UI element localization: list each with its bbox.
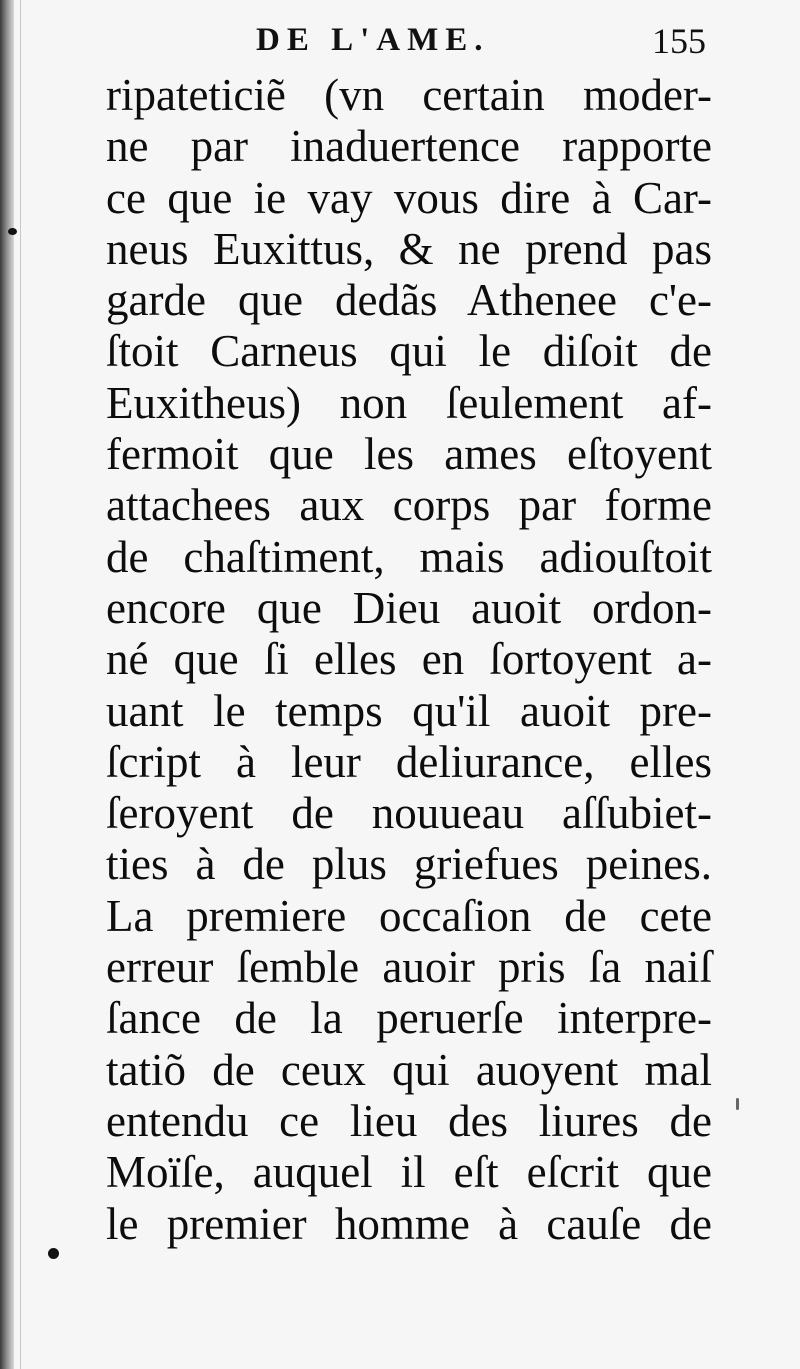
text-line: entendu ce lieu des liures de xyxy=(106,1095,712,1146)
text-line: neus Euxittus, & ne prend pas xyxy=(106,223,712,274)
text-line: ſeroyent de nouueau aſſubiet- xyxy=(106,788,712,839)
text-line: le premier homme à cauſe de xyxy=(106,1198,712,1249)
text-line: garde que dedãs Athenee c'e- xyxy=(106,275,712,326)
text-line: ce que ie vay vous dire à Car- xyxy=(106,172,712,223)
text-line: de chaſtiment, mais adiouſtoit xyxy=(106,531,712,582)
text-line: uant le temps qu'il auoit pre- xyxy=(106,685,712,736)
text-line: ſance de la peruerſe interpre- xyxy=(106,993,712,1044)
text-line: fermoit que les ames eſtoyent xyxy=(106,429,712,480)
text-line: né que ſi elles en ſortoyent a- xyxy=(106,634,712,685)
ink-speck xyxy=(736,1098,739,1110)
text-line: ſtoit Carneus qui le diſoit de xyxy=(106,326,712,377)
text-line: ſcript à leur deliurance, elles xyxy=(106,736,712,787)
text-line: encore que Dieu auoit ordon- xyxy=(106,582,712,633)
ink-speck xyxy=(8,228,17,235)
running-head xyxy=(108,18,706,68)
text-line: ripateticiẽ (vn certain moder- xyxy=(106,70,712,120)
binding-gutter xyxy=(0,0,14,1369)
text-line: attachees aux corps par forme xyxy=(106,480,712,531)
body-text xyxy=(106,70,712,1250)
text-line: Moïſe, auquel il eſt eſcrit que xyxy=(106,1147,712,1198)
page-number: 155 xyxy=(652,21,706,61)
ink-speck xyxy=(48,1248,59,1259)
text-line: erreur ſemble auoir pris ſa naiſ xyxy=(106,942,712,993)
text-line: ties à de plus griefues peines. xyxy=(106,839,712,890)
running-title: DE L'AME. xyxy=(256,22,490,58)
text-line: Euxitheus) non ſeulement af- xyxy=(106,377,712,428)
text-line: tatiõ de ceux qui auoyent mal xyxy=(106,1044,712,1095)
text-line: ne par inaduertence rapporte xyxy=(106,121,712,172)
text-line: La premiere occaſion de cete xyxy=(106,890,712,941)
gutter-edge xyxy=(20,0,21,1369)
